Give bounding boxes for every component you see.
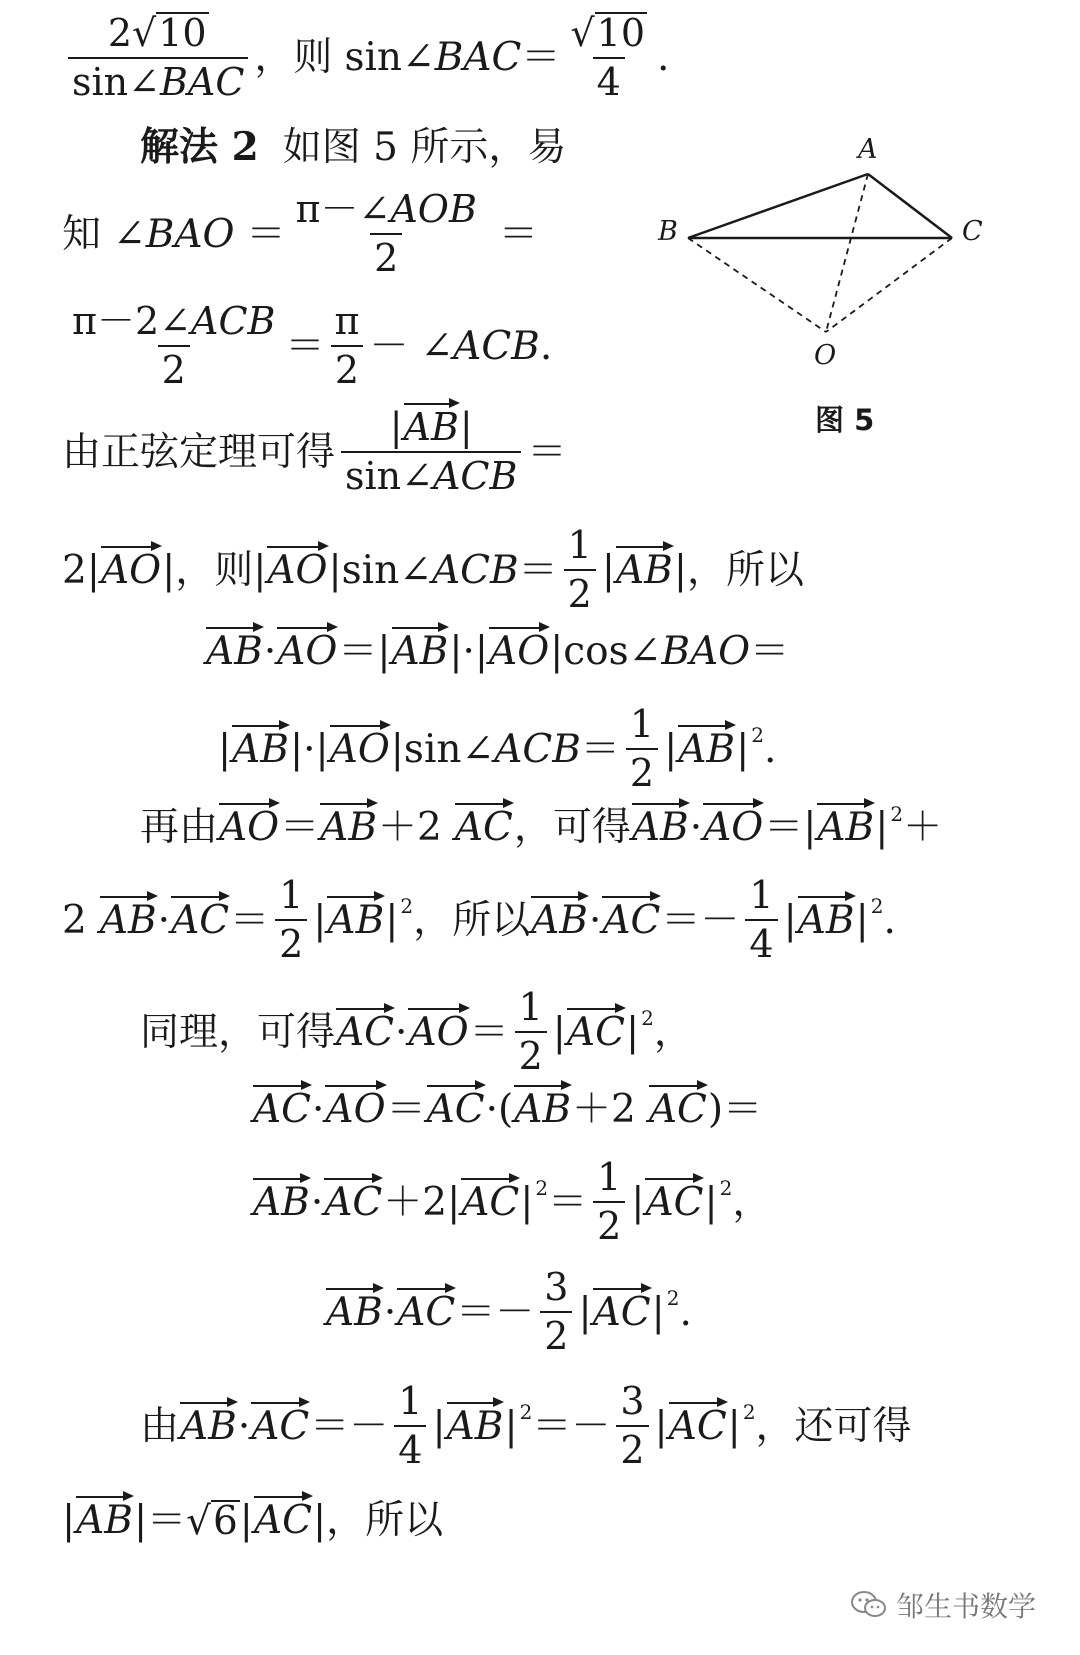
fraction: $\frac{1}{2}$ <box>564 526 596 615</box>
fraction: $\frac{\text{π－2∠ACB}}{2}$ <box>72 299 276 392</box>
label-a: A <box>858 134 878 165</box>
fraction: $\frac{1}{2}$ <box>626 705 658 794</box>
eq-line-14: AB · AC ＝－ $\frac{3}{2}$ | AC | 2 . <box>326 1265 692 1358</box>
label-b: B <box>658 216 678 247</box>
watermark-text: 邹生书数学 <box>896 1590 1037 1623</box>
eq-line-3: 知 ∠ BAO ＝ $\frac{\text{π－∠AOB}}{2}$ ＝ <box>62 187 538 280</box>
figure-5 <box>658 134 1060 440</box>
method-label: 解法 2 <box>140 124 259 170</box>
text-so-final: ，所以 <box>326 1498 444 1543</box>
segment-ba <box>688 174 868 238</box>
fraction: $\frac{1}{2}$ <box>275 876 307 965</box>
eq-line-4: $\frac{\text{π－2∠ACB}}{2}$ ＝ $\frac{\pi}{2}$ － ∠ ACB . <box>62 302 552 391</box>
eq-line-9: 再由 AO ＝ AB ＋2 AC ，可得 AB · AO ＝| AB | 2 ＋ <box>140 801 943 850</box>
segment-co <box>826 238 952 332</box>
eq-line-5: 由正弦定理可得 $\frac{|AB|}{\text{sin∠ACB}}$ ＝ <box>62 405 567 498</box>
text-then: ，则 <box>254 34 333 80</box>
eq-line-1: 2 √ 10 sin∠BAC ，则 sin∠ BAC ＝ √ 10 4 . <box>62 12 669 103</box>
fraction: $\frac{3}{2}$ <box>616 1382 648 1471</box>
fraction: √ 10 4 <box>570 11 645 104</box>
text-know: 知 <box>62 211 102 257</box>
figure-caption: 图 5 <box>815 403 875 437</box>
eq-line-7: AB · AO ＝| AB |·| AO |cos∠ BAO ＝ <box>206 629 790 674</box>
text-similarly: 同理，可得 <box>140 1009 336 1055</box>
fraction: 2 √ 10 sin∠BAC <box>68 12 248 103</box>
fraction: $\frac{|AB|}{\text{sin∠ACB}}$ <box>341 408 521 497</box>
watermark <box>850 1585 1036 1625</box>
method-intro: 如图 5 所示，易 <box>282 125 567 170</box>
wechat-icon <box>850 1589 888 1621</box>
label-o: O <box>814 340 837 371</box>
text-from-again: 再由 <box>140 805 219 850</box>
text-so2: ，所以 <box>413 897 531 943</box>
text-so: ，所以 <box>686 547 804 593</box>
segment-ac <box>868 174 952 238</box>
fraction: $\frac{\pi}{2}$ <box>330 302 363 391</box>
eq-line-6: 2| AO | ，则 | AO |sin∠ ACB ＝ $\frac{1}{2}$ | AB | ，所以 <box>62 523 804 616</box>
eq-line-8: | AB |·| AO |sin∠ ACB ＝ $\frac{1}{2}$ | AB | 2 . <box>218 702 777 795</box>
text-also-obtain: ，还可得 <box>755 1403 912 1449</box>
fraction: $\frac{\text{π－∠AOB}}{2}$ <box>295 187 477 280</box>
text-from: 由 <box>140 1403 180 1449</box>
eq-line-13: AB · AC ＋2| AC | 2 ＝ $\frac{1}{2}$ | AC | 2 ， <box>253 1155 772 1248</box>
segment-ao <box>826 174 868 332</box>
sine-rule-intro: 由正弦定理可得 <box>62 429 336 475</box>
fraction: $\frac{1}{4}$ <box>394 1382 426 1471</box>
eq-line-15: 由 AB · AC ＝－ $\frac{1}{4}$ | AB | 2 ＝－ $\frac{3}{2}$ | AC | 2 ，还可得 <box>140 1379 912 1472</box>
label-c: C <box>962 216 983 247</box>
eq-line-2 <box>140 124 567 170</box>
text-obtain: ，可得 <box>513 805 631 850</box>
fraction: $\frac{1}{4}$ <box>745 876 777 965</box>
text-then2: ，则 <box>175 547 254 593</box>
segment-bo <box>688 238 826 332</box>
eq-line-12: AC · AO ＝ AC ·( AB ＋2 AC )＝ <box>253 1087 763 1132</box>
fraction: $\frac{3}{2}$ <box>540 1268 572 1357</box>
fraction: $\frac{1}{2}$ <box>515 988 547 1077</box>
eq-line-16: | AB |＝ √ 6 | AC | ，所以 <box>62 1498 444 1544</box>
fraction: $\frac{1}{2}$ <box>593 1158 625 1247</box>
eq-line-11: 同理，可得 AC · AO ＝ $\frac{1}{2}$ | AC | 2 ， <box>140 985 693 1078</box>
triangle-diagram <box>680 140 1060 440</box>
eq-line-10: 2 AB · AC ＝ $\frac{1}{2}$ | AB | 2 ，所以 AB · AC ＝－ $\frac{1}{4}$ | AB | 2 . <box>62 873 896 966</box>
